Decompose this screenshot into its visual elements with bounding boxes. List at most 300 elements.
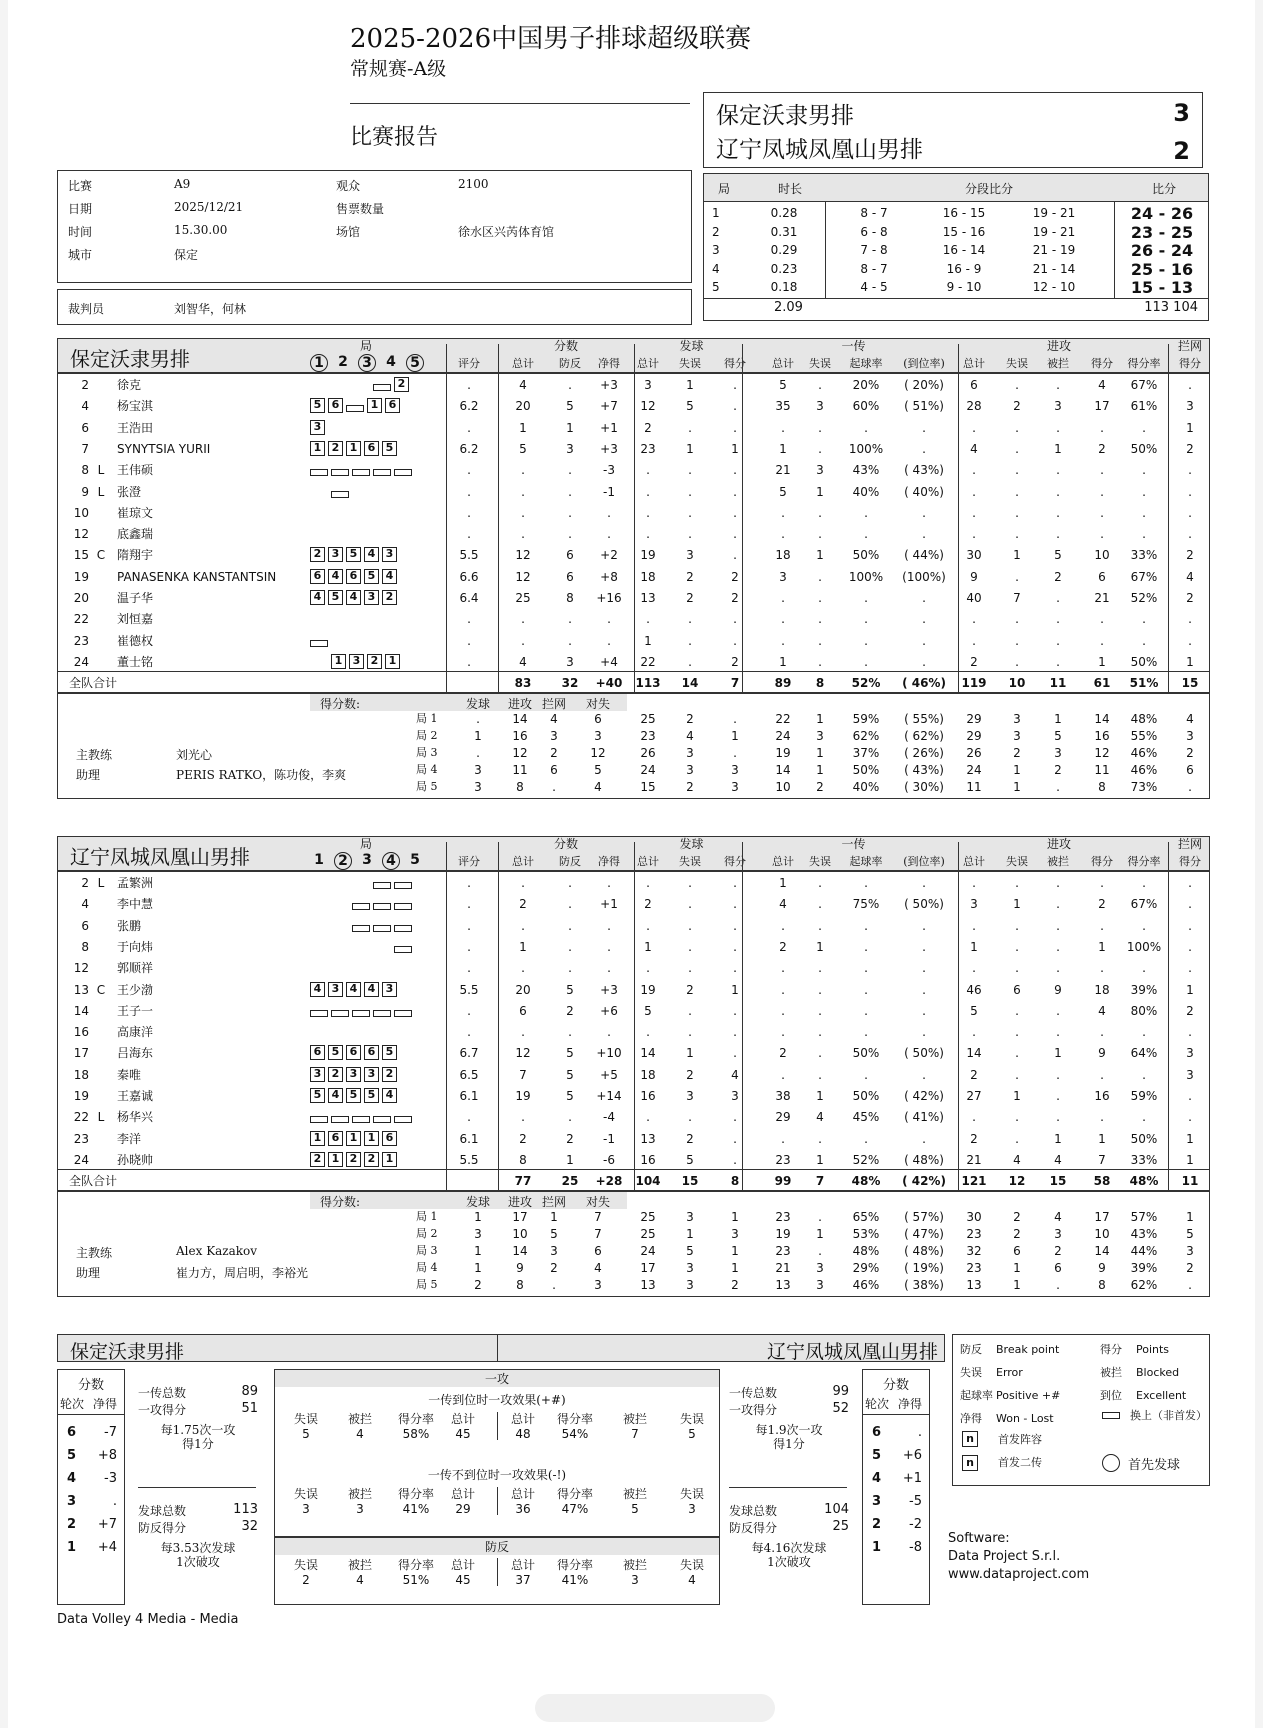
rot1-net: -3 <box>104 1471 117 1486</box>
team2-player-number: 13 <box>73 982 89 997</box>
team1-asst-label: 助理 <box>76 768 101 783</box>
team2-player-row[interactable] <box>57 894 1210 914</box>
team2-player-row[interactable] <box>57 1065 1210 1085</box>
team2-player-row[interactable] <box>57 873 1210 893</box>
fb-good-val: 5 <box>688 1427 696 1441</box>
team1-player-row[interactable] <box>57 652 1210 672</box>
col-group: 一传 <box>841 339 866 353</box>
team2-setrow-pts: 1 <box>474 1261 482 1276</box>
team2-stat: . <box>818 876 822 890</box>
start-position: 2 <box>394 377 409 392</box>
team2-total-stat: 15 <box>1049 1174 1067 1189</box>
team2-player-row[interactable] <box>57 1150 1210 1170</box>
team1-player-number: 19 <box>73 569 89 584</box>
team2-stat: . <box>922 939 926 954</box>
team1-stat: . <box>1015 463 1019 478</box>
result-team2: 辽宁凤城凤凰山男排 <box>716 137 923 163</box>
team1-stat: +8 <box>600 569 618 584</box>
team2-setrow-label: 局 2 <box>416 1227 438 1241</box>
team1-stat: . <box>467 654 471 669</box>
team2-stat: . <box>972 918 976 933</box>
team1-stat: . <box>1188 378 1192 392</box>
team1-player-row[interactable] <box>57 375 1210 395</box>
team1-setrow-pts: 16 <box>512 729 528 744</box>
legend-key: 到位 <box>1100 1389 1122 1402</box>
team2-stat: 12 <box>515 1046 531 1061</box>
set-cell: 16 - 9 <box>946 261 982 276</box>
team2-player-row[interactable] <box>57 1129 1210 1149</box>
team1-stat: 5.5 <box>459 548 479 563</box>
start-position: 4 <box>364 982 379 997</box>
team1-stat: 4 <box>1186 569 1194 584</box>
l1-per1: 每1.75次一攻 <box>160 1423 236 1437</box>
legend-key: 防反 <box>960 1343 982 1356</box>
team1-setrow-stat: 2 <box>686 780 694 795</box>
l2-atk: 52 <box>832 1401 849 1416</box>
team1-setrow-stat: ( 26%) <box>904 746 944 761</box>
team1-player-row[interactable] <box>57 545 1210 565</box>
team1-stat: 22 <box>640 654 656 669</box>
info-value: 徐水区兴芮体育馆 <box>458 225 555 239</box>
team1-pts-head: 对失 <box>585 697 610 712</box>
league-title: 2025-2026中国男子排球超级联赛 <box>350 24 752 54</box>
team1-setrow-stat: 25 <box>640 712 656 727</box>
total-time: 2.09 <box>774 300 803 315</box>
team2-setrow-stat: 2 <box>1186 1261 1194 1276</box>
team1-stat: ( 20%) <box>904 378 944 392</box>
team2-stat: 7 <box>1098 1152 1106 1167</box>
team1-stat: . <box>922 654 926 669</box>
team1-stat: . <box>818 591 822 605</box>
team1-setrow-label: 局 4 <box>416 763 438 777</box>
team1-player-row[interactable] <box>57 588 1210 608</box>
team2-stat: . <box>1100 1110 1104 1125</box>
result-box <box>703 92 1203 168</box>
team1-setrow-stat: 24 <box>775 729 791 744</box>
team1-stat: . <box>1015 612 1019 627</box>
team2-stat: . <box>467 939 471 954</box>
info-label: 日期 <box>68 202 93 216</box>
team1-player-row[interactable] <box>57 460 1210 480</box>
team2-stat: . <box>1142 918 1146 933</box>
rot2-net: . <box>917 1425 922 1440</box>
team1-setrow-stat: 26 <box>640 746 656 761</box>
team1-stat: . <box>688 463 692 478</box>
sets-box <box>703 173 1209 321</box>
team1-player-row[interactable] <box>57 396 1210 416</box>
legend-start1: 首发阵容 <box>998 1433 1042 1446</box>
team2-stat: . <box>1188 1025 1192 1040</box>
team1-stat: . <box>864 420 868 435</box>
rot1-net: +8 <box>97 1448 117 1463</box>
team1-stat: 4 <box>970 441 978 456</box>
team1-total-stat: 51% <box>1129 676 1159 691</box>
team2-stat: . <box>1188 1110 1192 1125</box>
team2-total-stat: +28 <box>595 1174 623 1189</box>
team2-pts-head: 拦网 <box>541 1195 566 1210</box>
team1-stat: . <box>1015 441 1019 456</box>
team1-setrow-stat: 3 <box>686 763 694 778</box>
team1-stat: 4 <box>519 654 527 669</box>
team2-player-sets <box>310 1045 440 1061</box>
set-cell: 19 - 21 <box>1032 206 1076 220</box>
team1-set-num: 3 <box>358 354 376 372</box>
col-head: 得分 <box>1179 357 1201 370</box>
rot2-net: -2 <box>909 1517 922 1532</box>
team2-stat: 4 <box>1098 1003 1106 1018</box>
sub-marker <box>373 384 391 391</box>
team1-stat: . <box>1015 505 1019 520</box>
col-head: 评分 <box>458 855 480 868</box>
team2-setrow-stat: 13 <box>966 1278 982 1293</box>
col-head: 得分 <box>724 357 746 370</box>
set-cell: 16 - 14 <box>942 243 986 257</box>
team1-setrow-label: 局 1 <box>416 712 438 726</box>
team1-stat: . <box>607 527 611 542</box>
team2-setrow-label: 局 4 <box>416 1261 438 1275</box>
team2-stat: 2 <box>686 1131 694 1146</box>
team2-stat: . <box>922 1025 926 1040</box>
team1-stat: . <box>1100 505 1104 520</box>
col-head: 得分 <box>1091 357 1113 370</box>
team2-stat: 50% <box>852 1046 880 1061</box>
start-position: 1 <box>382 1152 397 1167</box>
team2-stat: . <box>467 876 471 890</box>
team2-stat: . <box>864 939 868 954</box>
team1-player-sets <box>310 462 440 478</box>
team1-stat: . <box>818 420 822 435</box>
team1-stat: . <box>922 527 926 542</box>
fb-bad-head: 被拦 <box>622 1487 647 1501</box>
ct-val: 3 <box>631 1573 639 1587</box>
team1-setrow-stat: 8 <box>1098 780 1106 795</box>
team1-stat: . <box>922 505 926 520</box>
team1-stat: . <box>733 463 737 478</box>
team2-player-row[interactable] <box>57 1107 1210 1127</box>
team2-set-num: 5 <box>410 852 420 868</box>
team1-stat: . <box>922 633 926 648</box>
team2-setrow-stat: 3 <box>686 1261 694 1276</box>
ct-val: 37 <box>515 1573 531 1587</box>
team1-setrow-stat: 40% <box>852 780 880 795</box>
team2-player-number: 24 <box>73 1152 89 1167</box>
sets-header: 时长 <box>777 182 802 196</box>
team1-player-name: 徐克 <box>117 378 142 392</box>
team1-stat: . <box>1188 527 1192 542</box>
team2-player-name: 孟繁洲 <box>117 876 154 890</box>
team1-player-row[interactable] <box>57 418 1210 438</box>
l1-per2: 每3.53次发球 <box>160 1541 236 1555</box>
col-head: 得分率 <box>1127 855 1161 868</box>
team2-setrow-stat: 2 <box>1013 1210 1021 1225</box>
team2-stat: . <box>688 918 692 933</box>
team1-stat: 2 <box>731 654 739 669</box>
start-position: 6 <box>328 1131 343 1146</box>
team2-total-stat: 104 <box>635 1174 661 1189</box>
sub-marker <box>394 925 412 932</box>
team2-setrow-stat: 21 <box>775 1261 791 1276</box>
team1-stat: 2 <box>731 569 739 584</box>
team2-player-row[interactable] <box>57 958 1210 978</box>
set-cell: 12 - 10 <box>1032 280 1076 294</box>
team2-stat: . <box>1056 897 1060 912</box>
fb-good-head: 总计 <box>510 1412 535 1426</box>
fb-sub1: 一传到位时一攻效果(+#) <box>428 1393 566 1407</box>
team1-stat: . <box>922 591 926 605</box>
team1-setrow-stat: 3 <box>1054 746 1062 761</box>
team2-stat: 6.1 <box>459 1089 479 1103</box>
team1-stat: . <box>467 484 471 499</box>
col-head: 得分 <box>1091 855 1113 868</box>
team2-stat: 4 <box>731 1067 739 1082</box>
l1-sep <box>138 1487 256 1488</box>
team1-total-divider <box>57 671 1210 672</box>
fb-bad-head: 得分率 <box>556 1487 593 1501</box>
team1-stat: . <box>733 633 737 648</box>
team2-setrow-pts: 7 <box>594 1227 602 1242</box>
start-position: 2 <box>328 1067 343 1082</box>
legend-key: 被拦 <box>1100 1366 1122 1379</box>
team2-stat: . <box>1056 1025 1060 1040</box>
legend-circle <box>1102 1454 1120 1472</box>
team1-total-stat: 113 <box>635 676 661 691</box>
team1-setrow-pts: 12 <box>512 746 528 761</box>
fb-bad-val: 3 <box>302 1502 310 1516</box>
team1-setrow-pts: 12 <box>590 746 606 761</box>
team2-setrow-stat: 23 <box>966 1261 982 1276</box>
team1-player-row[interactable] <box>57 482 1210 502</box>
sub-marker <box>310 640 328 647</box>
team1-player-row[interactable] <box>57 439 1210 459</box>
team2-stat: . <box>972 961 976 976</box>
start-position: 6 <box>310 569 325 584</box>
ct-val: 51% <box>402 1573 430 1587</box>
report-title: 比赛报告 <box>350 125 439 150</box>
start-position: 3 <box>346 1067 361 1082</box>
team1-player-name: 王浩田 <box>117 420 154 435</box>
team1-setrow-stat: 3 <box>1186 729 1194 744</box>
bottom-scrollbar[interactable] <box>535 1694 775 1722</box>
team2-stat: 1 <box>566 1152 574 1167</box>
team1-stat: 21 <box>775 463 791 478</box>
l1-per2b: 1次破攻 <box>176 1555 220 1569</box>
team2-stat: . <box>688 1025 692 1040</box>
team2-stat: . <box>1015 1046 1019 1061</box>
l1-atk: 51 <box>241 1401 258 1416</box>
team1-setrow-stat: 1 <box>1013 780 1021 795</box>
team2-setrow-stat: . <box>818 1244 822 1259</box>
team1-player-row[interactable] <box>57 503 1210 523</box>
team1-stat: . <box>972 527 976 542</box>
start-position: 1 <box>328 1152 343 1167</box>
team1-stat: 23 <box>640 441 656 456</box>
team2-player-name: 王嘉诚 <box>117 1089 154 1103</box>
col-head: 起球率 <box>849 357 883 370</box>
team2-setrow-stat: 1 <box>1186 1210 1194 1225</box>
team1-stat: 12 <box>515 548 531 563</box>
team2-stat: 29 <box>775 1110 791 1125</box>
team2-set-num: 1 <box>314 852 324 868</box>
team1-setrow-pts: 14 <box>512 712 528 727</box>
team2-setrow-label: 局 5 <box>416 1278 438 1292</box>
team1-stat: 40 <box>966 591 982 605</box>
team2-player-row[interactable] <box>57 1022 1210 1042</box>
team2-player-row[interactable] <box>57 980 1210 1000</box>
team2-stat: . <box>646 961 650 976</box>
team1-total-stat: 61 <box>1093 676 1111 691</box>
team1-stat: . <box>972 505 976 520</box>
team2-stat: . <box>922 1003 926 1018</box>
l1-atk-label: 一攻得分 <box>138 1403 187 1417</box>
team2-stat: ( 50%) <box>904 1046 944 1061</box>
team1-player-row[interactable] <box>57 524 1210 544</box>
team1-player-sets <box>310 505 440 521</box>
team1-setrow-stat: 50% <box>852 763 880 778</box>
l2-per2: 每4.16次发球 <box>751 1541 827 1555</box>
team1-pts-head: 拦网 <box>541 697 566 712</box>
l2-serve: 104 <box>824 1502 849 1517</box>
start-position: 3 <box>328 982 343 997</box>
team2-player-row[interactable] <box>57 1086 1210 1106</box>
l2-ct-label: 防反得分 <box>729 1521 778 1535</box>
team1-stat: 40% <box>852 484 880 499</box>
team1-total-label: 全队合计 <box>69 676 118 691</box>
sub-marker <box>373 882 391 889</box>
team1-setrow-stat: 29 <box>966 729 982 744</box>
team1-stat: . <box>568 527 572 542</box>
fb-bad-head: 总计 <box>510 1487 535 1501</box>
team2-stat: . <box>818 918 822 933</box>
team1-setrow-label: 局 5 <box>416 780 438 794</box>
rot1-rotation: 1 <box>67 1540 77 1555</box>
team2-stat: 1 <box>1098 1131 1106 1146</box>
team1-stat: . <box>568 633 572 648</box>
team2-stat: 100% <box>1126 939 1162 954</box>
start-position: 4 <box>382 1088 397 1103</box>
team2-setrow-stat: 23 <box>966 1227 982 1242</box>
team2-player-name: 李洋 <box>117 1131 142 1146</box>
team1-stat: . <box>521 505 525 520</box>
team2-stat: 1 <box>1186 1152 1194 1167</box>
ct-head: 得分率 <box>556 1558 593 1572</box>
rot2-head: 分数 <box>882 1378 909 1393</box>
sub-marker <box>394 469 412 476</box>
sub-marker <box>310 1116 328 1123</box>
team2-player-row[interactable] <box>57 937 1210 957</box>
referee-box <box>57 289 692 325</box>
team2-player-row[interactable] <box>57 1001 1210 1021</box>
team1-stat: . <box>467 612 471 627</box>
info-value: A9 <box>174 177 191 191</box>
l1-ct: 32 <box>241 1519 258 1534</box>
legend-sub-icon <box>1102 1412 1120 1419</box>
team2-total-stat: 11 <box>1181 1174 1199 1189</box>
team2-total-stat: 12 <box>1008 1174 1026 1189</box>
team2-stat: 2 <box>970 1131 978 1146</box>
team2-stat: . <box>568 939 572 954</box>
team2-player-sets <box>310 1088 440 1104</box>
team1-player-row[interactable] <box>57 631 1210 651</box>
team1-stat: . <box>1056 505 1060 520</box>
start-position: 2 <box>346 1152 361 1167</box>
referee-label: 裁判员 <box>68 302 105 316</box>
rot1-rotation: 4 <box>67 1471 77 1486</box>
l2-rec-label: 一传总数 <box>729 1386 778 1400</box>
team2-stat: . <box>922 1131 926 1146</box>
team1-stat: . <box>733 505 737 520</box>
set-cell: 1 <box>712 206 720 220</box>
team1-stat: . <box>1015 569 1019 584</box>
start-position: 5 <box>364 569 379 584</box>
team2-stat: . <box>733 1152 737 1167</box>
league-subtitle: 常规赛-A级 <box>350 58 447 80</box>
team2-player-row[interactable] <box>57 1043 1210 1063</box>
team2-stat: 13 <box>640 1131 656 1146</box>
team1-stat: . <box>607 633 611 648</box>
team2-stat: . <box>1056 918 1060 933</box>
ct-head: 得分率 <box>397 1558 434 1572</box>
team2-stat: 2 <box>566 1131 574 1146</box>
result-team1: 保定沃隶男排 <box>716 103 854 129</box>
team2-stat: . <box>1188 961 1192 976</box>
l2-per1b: 得1分 <box>773 1437 805 1451</box>
col-head: 被拦 <box>1047 855 1069 868</box>
team1-stat: . <box>781 612 785 627</box>
team1-player-row[interactable] <box>57 567 1210 587</box>
team2-setrow-stat: 3 <box>731 1227 739 1242</box>
team2-stat: 4 <box>1054 1152 1062 1167</box>
team2-setrow-stat: 46% <box>852 1278 880 1293</box>
team2-stat: 14 <box>640 1046 656 1061</box>
team1-stat: 1 <box>779 441 787 456</box>
team2-stat: ( 42%) <box>904 1089 944 1103</box>
col-head: (到位率) <box>903 357 945 370</box>
team2-stat: +5 <box>600 1067 618 1082</box>
team2-stat: 1 <box>816 1089 824 1103</box>
fb-title: 一攻 <box>484 1372 509 1386</box>
col-head: 总计 <box>512 357 534 370</box>
team1-player-number: 22 <box>73 612 89 627</box>
team1-player-row[interactable] <box>57 609 1210 629</box>
team1-setrow-stat: 48% <box>1130 712 1158 727</box>
team2-total-stat: 99 <box>774 1174 792 1189</box>
team2-stat: ( 48%) <box>904 1152 944 1167</box>
team2-player-row[interactable] <box>57 916 1210 936</box>
l2-rec: 99 <box>832 1384 849 1399</box>
team1-stat: . <box>1056 420 1060 435</box>
team1-stat: . <box>646 505 650 520</box>
software-l3[interactable]: www.dataproject.com <box>948 1567 1090 1582</box>
team1-stat: 5 <box>1054 548 1062 563</box>
team1-stat: . <box>972 420 976 435</box>
team1-setrow-stat: ( 55%) <box>904 712 944 727</box>
team2-stat: 2 <box>970 1067 978 1082</box>
team1-stat: . <box>1142 527 1146 542</box>
team2-stat: 1 <box>519 939 527 954</box>
team2-player-name: 王少渤 <box>117 982 154 997</box>
team2-setrow-stat: 23 <box>775 1244 791 1259</box>
team1-stat: ( 44%) <box>904 548 944 563</box>
ct-div <box>497 1558 498 1586</box>
team2-stat: . <box>1100 1025 1104 1040</box>
team2-stat: . <box>688 876 692 890</box>
team1-stat: 2 <box>1098 441 1106 456</box>
set-cell: 4 <box>712 261 720 276</box>
team1-stat: 33% <box>1130 548 1158 563</box>
team1-stat: . <box>733 484 737 499</box>
set-cell: 3 <box>712 243 720 257</box>
team2-setrow-stat: 3 <box>1186 1244 1194 1259</box>
